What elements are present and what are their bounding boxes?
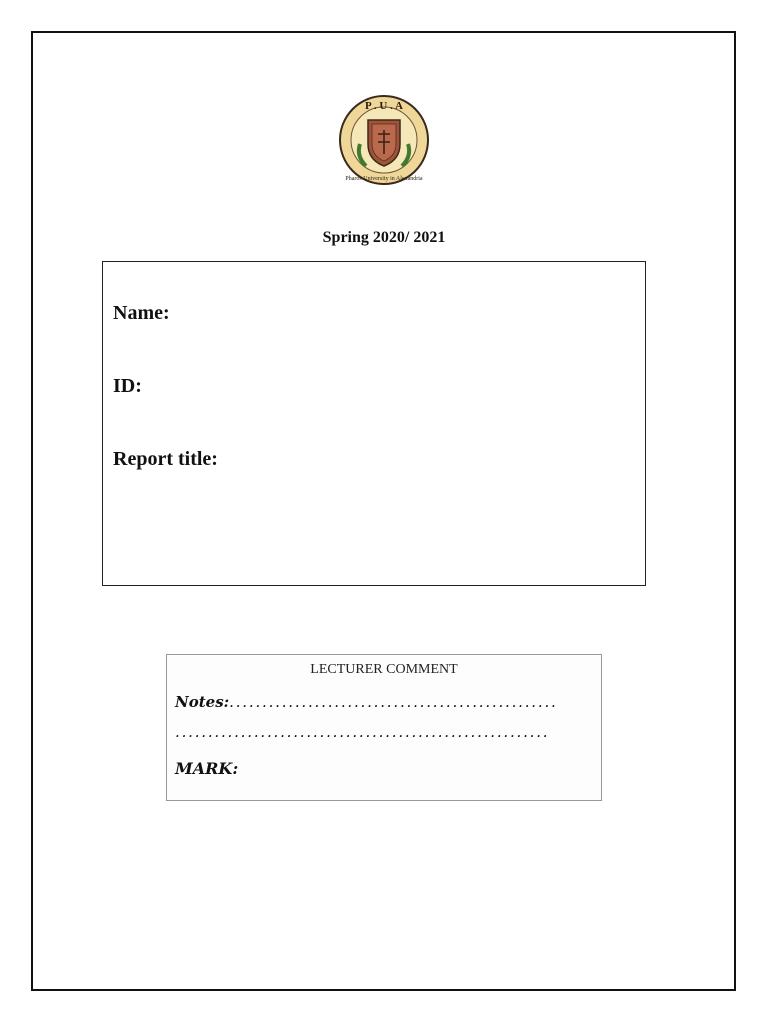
- semester-heading: Spring 2020/ 2021: [322, 229, 446, 246]
- lecturer-comment-title: LECTURER COMMENT: [310, 662, 458, 677]
- notes-second-dots: .........................................................: [175, 723, 550, 741]
- university-seal-logo: [338, 94, 430, 186]
- student-info-box: [102, 261, 646, 586]
- id-label: ID:: [113, 375, 142, 397]
- lecturer-comment-box: [166, 654, 602, 801]
- notes-dots: ..................................................: [229, 693, 558, 711]
- report-title-label: Report title:: [113, 448, 218, 470]
- name-label: Name:: [113, 302, 170, 324]
- notes-second-line: [175, 723, 549, 741]
- mark-label: MARK:: [175, 759, 239, 778]
- notes-label: Notes:: [175, 693, 230, 711]
- notes-line: [175, 693, 558, 711]
- seal-top-text: P . U . A: [365, 100, 403, 112]
- seal-ring-text: Pharos University in Alexandria: [345, 176, 423, 182]
